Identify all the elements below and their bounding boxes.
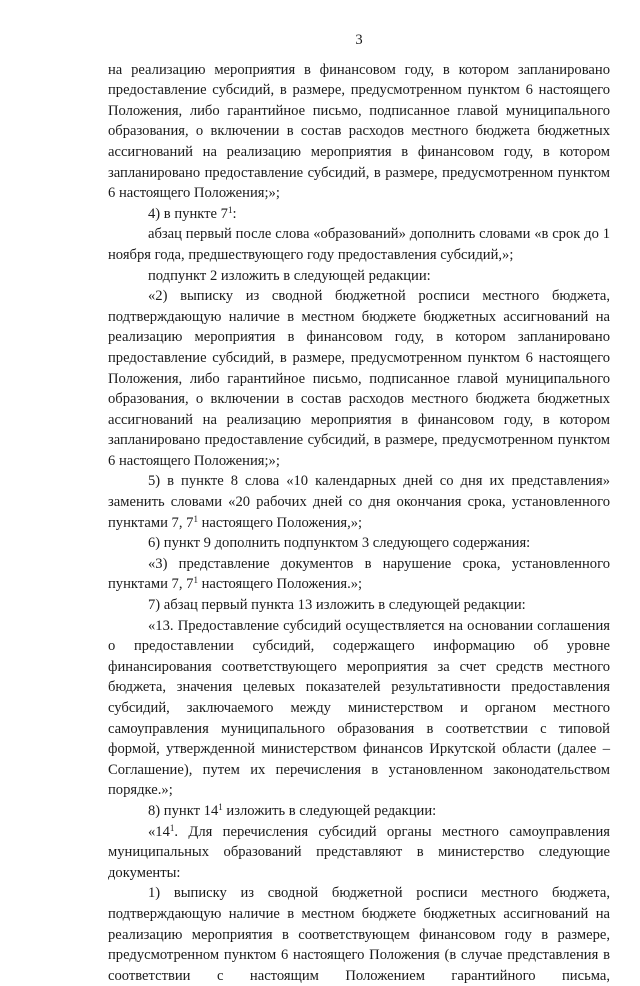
paragraph-text: подпункт 2 изложить в следующей редакции: [148,267,431,284]
paragraph-text: «13. Предоставление субсидий осуществляется на основании соглашения о предоставлении субсидий, содержащего информацию об уровне финансирования соответствующего мероприятия за счет средств местного бюджета, значения целевых показателей результативности предоставления субсидий, заключаемого между министерством и органом местного самоуправления муниципального образования в соответствии с типовой формой, утвержденной министерством финансов Иркутской области (далее – Соглашение), путем их перечисления в установленном законодательством порядке.»; [108,617,610,799]
paragraph-text: «3) представление документов в нарушение срока, установленного пунктами 7, 7 [108,555,610,593]
paragraph-text: «14 [148,823,170,840]
paragraph-text: 1) выписку из сводной бюджетной росписи местного бюджета, подтверждающую наличие в местном бюджете бюджетных ассигнований на реализацию мероприятия в соответствующем финансовом году в размере, предусмотренном пунктом 6 настоящего Положения (в случае представления в соответствии с настоящим Положением гарантийного письма, [108,885,610,984]
paragraph-p11 [108,801,610,822]
paragraph-p9 [108,595,610,616]
paragraph-text: настоящего Положения.»; [197,576,363,593]
superscript: 1 [218,801,223,812]
superscript: 1 [193,513,198,524]
paragraph-text: настоящего Положения,»; [197,514,363,531]
paragraph-p4 [108,266,610,287]
paragraph-p10 [108,616,610,801]
paragraph-p13 [108,883,610,986]
paragraph-text: 7) абзац первый пункта 13 изложить в следующей редакции: [148,597,526,614]
paragraph-p2 [108,204,610,225]
paragraph-text: . Для перечисления субсидий органы местного самоуправления муниципальных образований представляют в министерство следующие документы: [108,823,610,881]
paragraph-text: изложить в следующей редакции: [222,802,437,819]
superscript: 1 [193,575,198,586]
paragraph-p7 [108,533,610,554]
paragraph-text: 8) пункт 14 [148,802,219,819]
paragraph-text: абзац первый после слова «образований» дополнить словами «в срок до 1 ноября года, предшествующего году предоставления субсидий,»; [108,226,610,263]
paragraph-p6 [108,471,610,533]
paragraph-text: 6) пункт 9 дополнить подпунктом 3 следующего содержания: [148,535,531,552]
paragraph-text: : [232,205,237,222]
paragraph-p1 [108,60,610,204]
paragraph-p5 [108,286,610,471]
paragraph-p3 [108,224,610,265]
superscript: 1 [169,822,175,833]
document-page [108,30,610,986]
paragraph-text: «2) выписку из сводной бюджетной росписи местного бюджета, подтверждающую наличие в местном бюджете бюджетных ассигнований на реализацию мероприятия в финансовом году, в котором запланировано предоставление субсидий, в размере, предусмотренном пунктом 6 настоящего Положения, либо гарантийное письмо, подписанное главой муниципального образования, о включении в состав расходов местного бюджета бюджетных ассигнований на реализацию мероприятия в финансовом году, в котором запланировано предоставление субсидий, в размере, предусмотренном пунктом 6 настоящего Положения;»; [108,288,610,469]
page-number: 3 [355,32,363,48]
paragraph-text: 4) в пункте 7 [148,205,228,222]
paragraph-text: 5) в пункте 8 слова «10 календарных дней со дня их представления» заменить словами «20 рабочих дней со дня окончания срока, установленного пунктами 7, 7 [108,473,610,531]
paragraph-p8 [108,554,610,595]
paragraph-p12 [108,822,610,884]
document-body [108,60,610,986]
superscript: 1 [227,204,233,215]
paragraph-text: на реализацию мероприятия в финансовом году, в котором запланировано предоставление субсидий, в размере, предусмотренном пунктом 6 настоящего Положения, либо гарантийное письмо, подписанное главой муниципального образования, о включении в состав расходов местного бюджета бюджетных ассигнований на реализацию мероприятия в финансовом году, в котором запланировано предоставление субсидий, в размере, предусмотренном пунктом 6 настоящего Положения;»; [108,61,610,202]
